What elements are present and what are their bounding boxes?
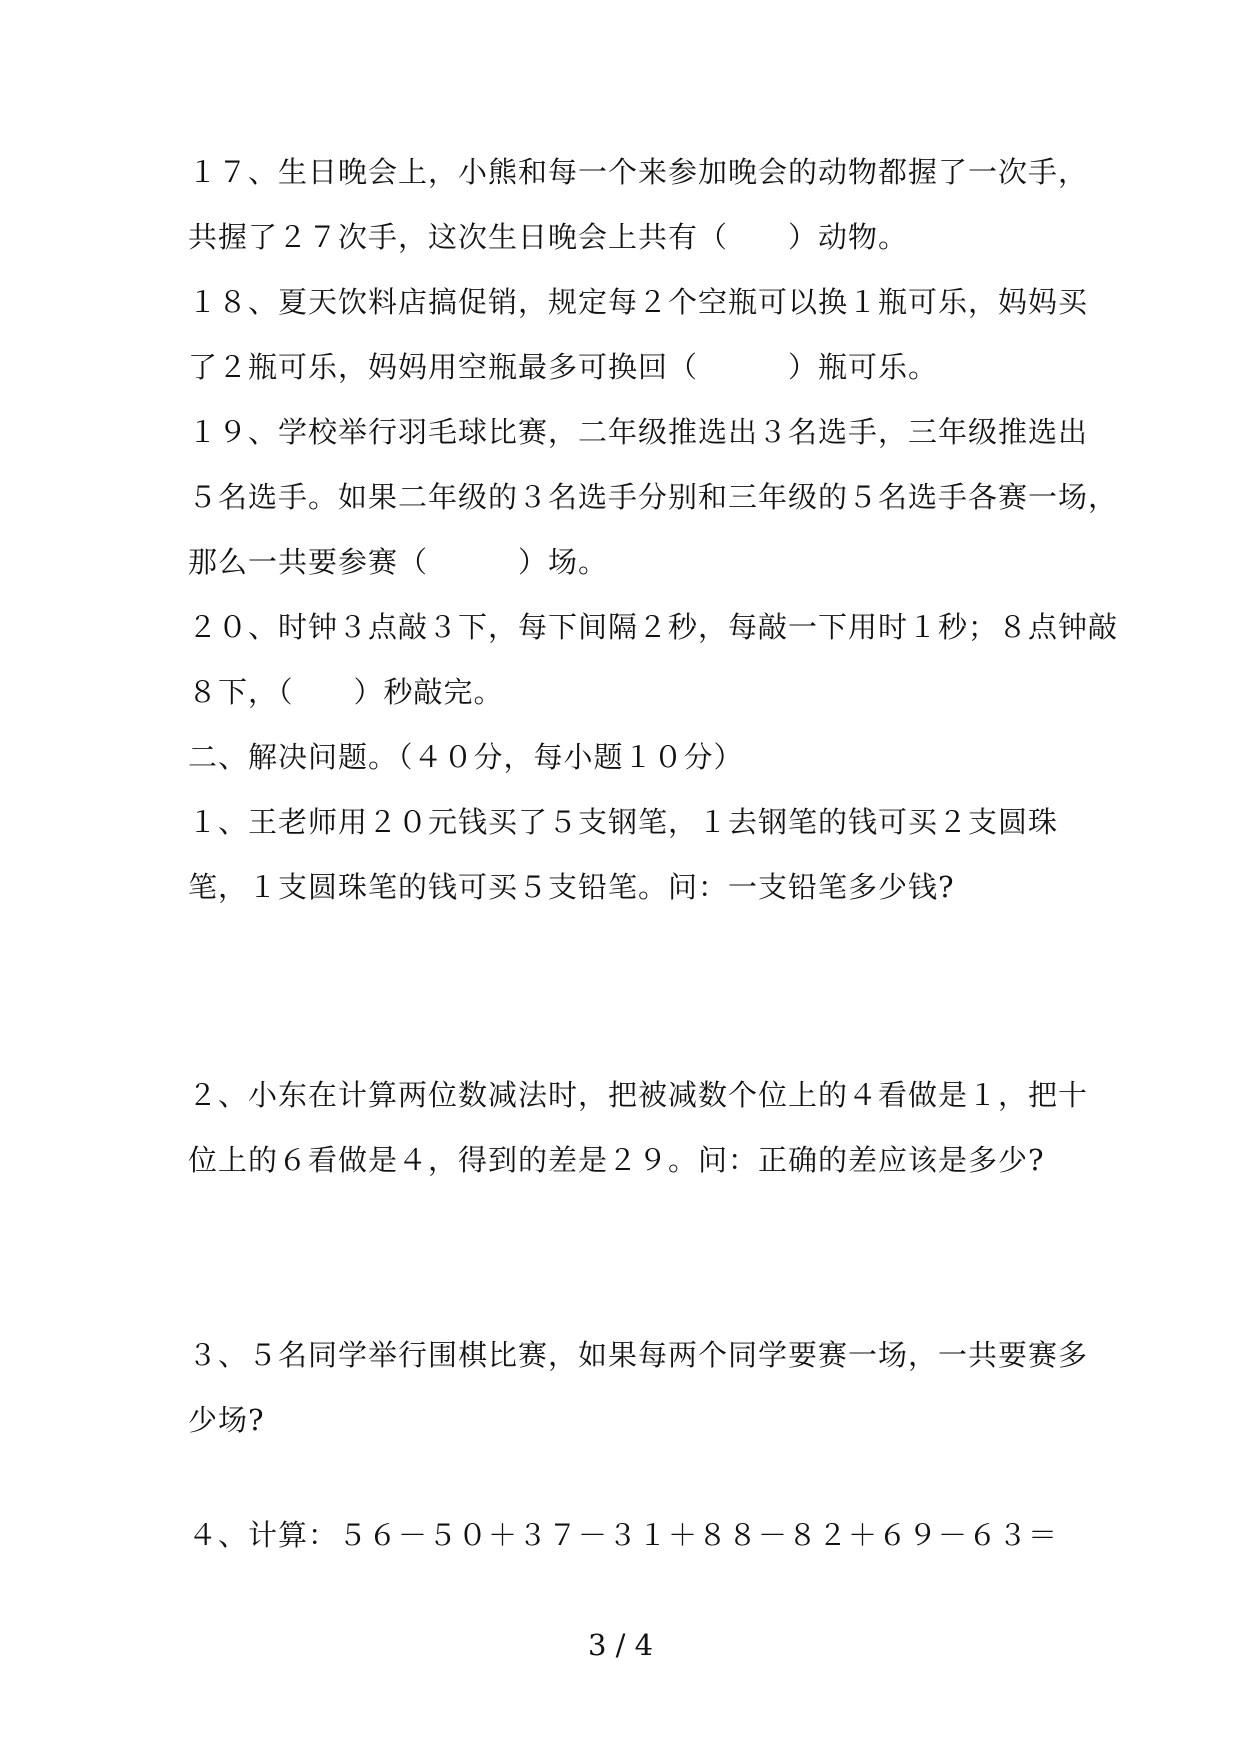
problem4-line1: ４、计算：５６－５０＋３７－３１＋８８－８２＋６９－６３＝ (188, 1518, 1059, 1552)
q17-line2: 共握了２７次手，这次生日晚会上共有（ ）动物。 (188, 220, 909, 254)
q19-line2: ５名选手。如果二年级的３名选手分别和三年级的５名选手各赛一场， (188, 480, 1119, 514)
q18-line2: 了２瓶可乐，妈妈用空瓶最多可换回（ ）瓶可乐。 (188, 350, 939, 384)
problem2-line1: ２、小东在计算两位数减法时，把被减数个位上的４看做是１，把十 (188, 1078, 1089, 1112)
q20-line2: ８下，（ ）秒敲完。 (188, 675, 504, 709)
problem3-line1: ３、５名同学举行围棋比赛，如果每两个同学要赛一场，一共要赛多 (188, 1338, 1089, 1372)
problem3-line2: 少场? (188, 1403, 265, 1437)
q20-line1: ２０、时钟３点敲３下，每下间隔２秒，每敲一下用时１秒；８点钟敲 (188, 610, 1119, 644)
problem1-line2: 笔，１支圆珠笔的钱可买５支铅笔。问：一支铅笔多少钱? (188, 870, 955, 904)
page-number: 3 / 4 (587, 1628, 654, 1662)
q19-line3: 那么一共要参赛（ ）场。 (188, 545, 609, 579)
q17-line1: １７、生日晚会上，小熊和每一个来参加晚会的动物都握了一次手， (188, 155, 1089, 189)
q19-line1: １９、学校举行羽毛球比赛，二年级推选出３名选手，三年级推选出 (188, 415, 1089, 449)
section-heading: 二、解决问题。（４０分，每小题１０分） (188, 740, 744, 774)
q18-line1: １８、夏天饮料店搞促销，规定每２个空瓶可以换１瓶可乐，妈妈买 (188, 285, 1089, 319)
problem1-line1: １、王老师用２０元钱买了５支钢笔，１去钢笔的钱可买２支圆珠 (188, 805, 1059, 839)
problem2-line2: 位上的６看做是４，得到的差是２９。问：正确的差应该是多少? (188, 1143, 1045, 1177)
